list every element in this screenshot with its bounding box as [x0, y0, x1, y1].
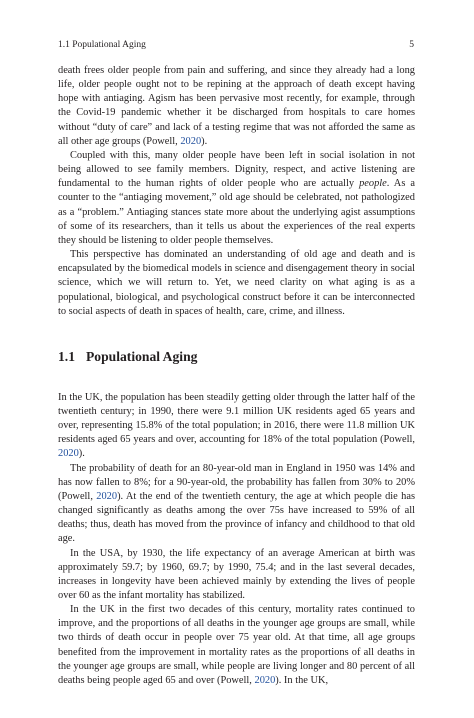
- paragraph-text: ).: [78, 448, 85, 460]
- section-number: 1.1: [58, 348, 75, 364]
- paragraph: [58, 149, 415, 248]
- section-title: Populational Aging: [86, 348, 198, 364]
- citation-link[interactable]: 2020: [96, 490, 118, 502]
- running-head: [58, 38, 414, 52]
- paragraph: [58, 64, 415, 149]
- page-number: 5: [409, 40, 414, 50]
- emphasis-text: people: [359, 178, 387, 190]
- citation-link[interactable]: 2020: [58, 448, 79, 460]
- paragraph-text: Coupled with this, many older people have been left in social isolation in not being allowed to see family members. Dignity, respect, and active listening are fundamental to the human rights of older people who are actually: [58, 149, 415, 190]
- paragraph-text: . As a counter to the “antiaging movement,” old age should be celebrated, not pathologized as a “problem.” Antiaging stances state more about the underlying agist assumptions of some of its researchers, than it tells us about the experiences of the real experts they should be listening to older people themselves.: [58, 178, 415, 246]
- paragraph: [58, 391, 415, 462]
- paragraph-text: ). At the end of the twentieth century, the age at which people die has changed significantly as deaths among the over 75s have increased to 59% of all deaths; thus, death has moved from the province of infancy and childhood to that old age.: [58, 490, 415, 545]
- running-head-section: 1.1 Populational Aging: [58, 40, 146, 50]
- paragraph: [58, 603, 415, 688]
- paragraph: In the USA, by 1930, the life expectancy of an average American at birth was approximately 59.7; by 1960, 69.7; by 1990, 75.4; and in the last several decades, increases in longevity have been achieved mainly by extending the lives of people over 60 as the infant mortality has stabilized.: [58, 547, 415, 601]
- citation-link[interactable]: 2020: [254, 674, 276, 686]
- body-text: [58, 64, 415, 688]
- paragraph: This perspective has dominated an understanding of old age and death and is encapsulated by the biomedical models in science and disengagement theory in social science, which we will return to. Yet, we need clarity on what aging is as a populational, biological, and psychological construct before it can be interconnected to social aspects of death in spaces of health, care, crime, and illness.: [58, 249, 415, 317]
- citation-link[interactable]: 2020: [180, 135, 202, 147]
- paragraph-text: In the UK, the population has been steadily getting older through the latter half of the twentieth century; in 1990, there were 9.1 million UK residents aged 65 years and over, representing 15.8% of the total population; in 2016, there were 11.8 million UK residents aged 65 years and over, accounting for 18% of the total population (Powell,: [58, 391, 415, 446]
- paragraph-text: ). In the UK,: [275, 674, 329, 686]
- paragraph-text: death frees older people from pain and suffering, and since they already had a long life, older people ought not to be repining at the approach of death except having hope with antiaging. Agism has been pervasive most recently, for example, through the Covid-19 pandemic whether it be discharged from hospitals to care homes without “duty of care” and lack of a testing regime that was not afforded the same as all other age groups (Powell,: [58, 65, 415, 147]
- section-heading: [58, 348, 415, 365]
- paragraph-text: ).: [201, 135, 208, 147]
- paragraph-text: The probability of death for an 80-year-old man in England in 1950 was 14% and has now fallen to 8%; for a 90-year-old, the probability has fallen from 30% to 20% (Powell,: [58, 462, 415, 502]
- paragraph-text: In the UK in the first two decades of this century, mortality rates continued to improve, and the proportions of all deaths in the younger age groups are small, while two thirds of death occur in people over 75 year old. At that time, all age groups benefited from the improvement in mortality rates as the proportions of all deaths in the younger age groups are small, while people are living longer and 80 percent of all deaths being people aged 65 and over (Powell,: [58, 604, 415, 686]
- paragraph: [58, 462, 415, 547]
